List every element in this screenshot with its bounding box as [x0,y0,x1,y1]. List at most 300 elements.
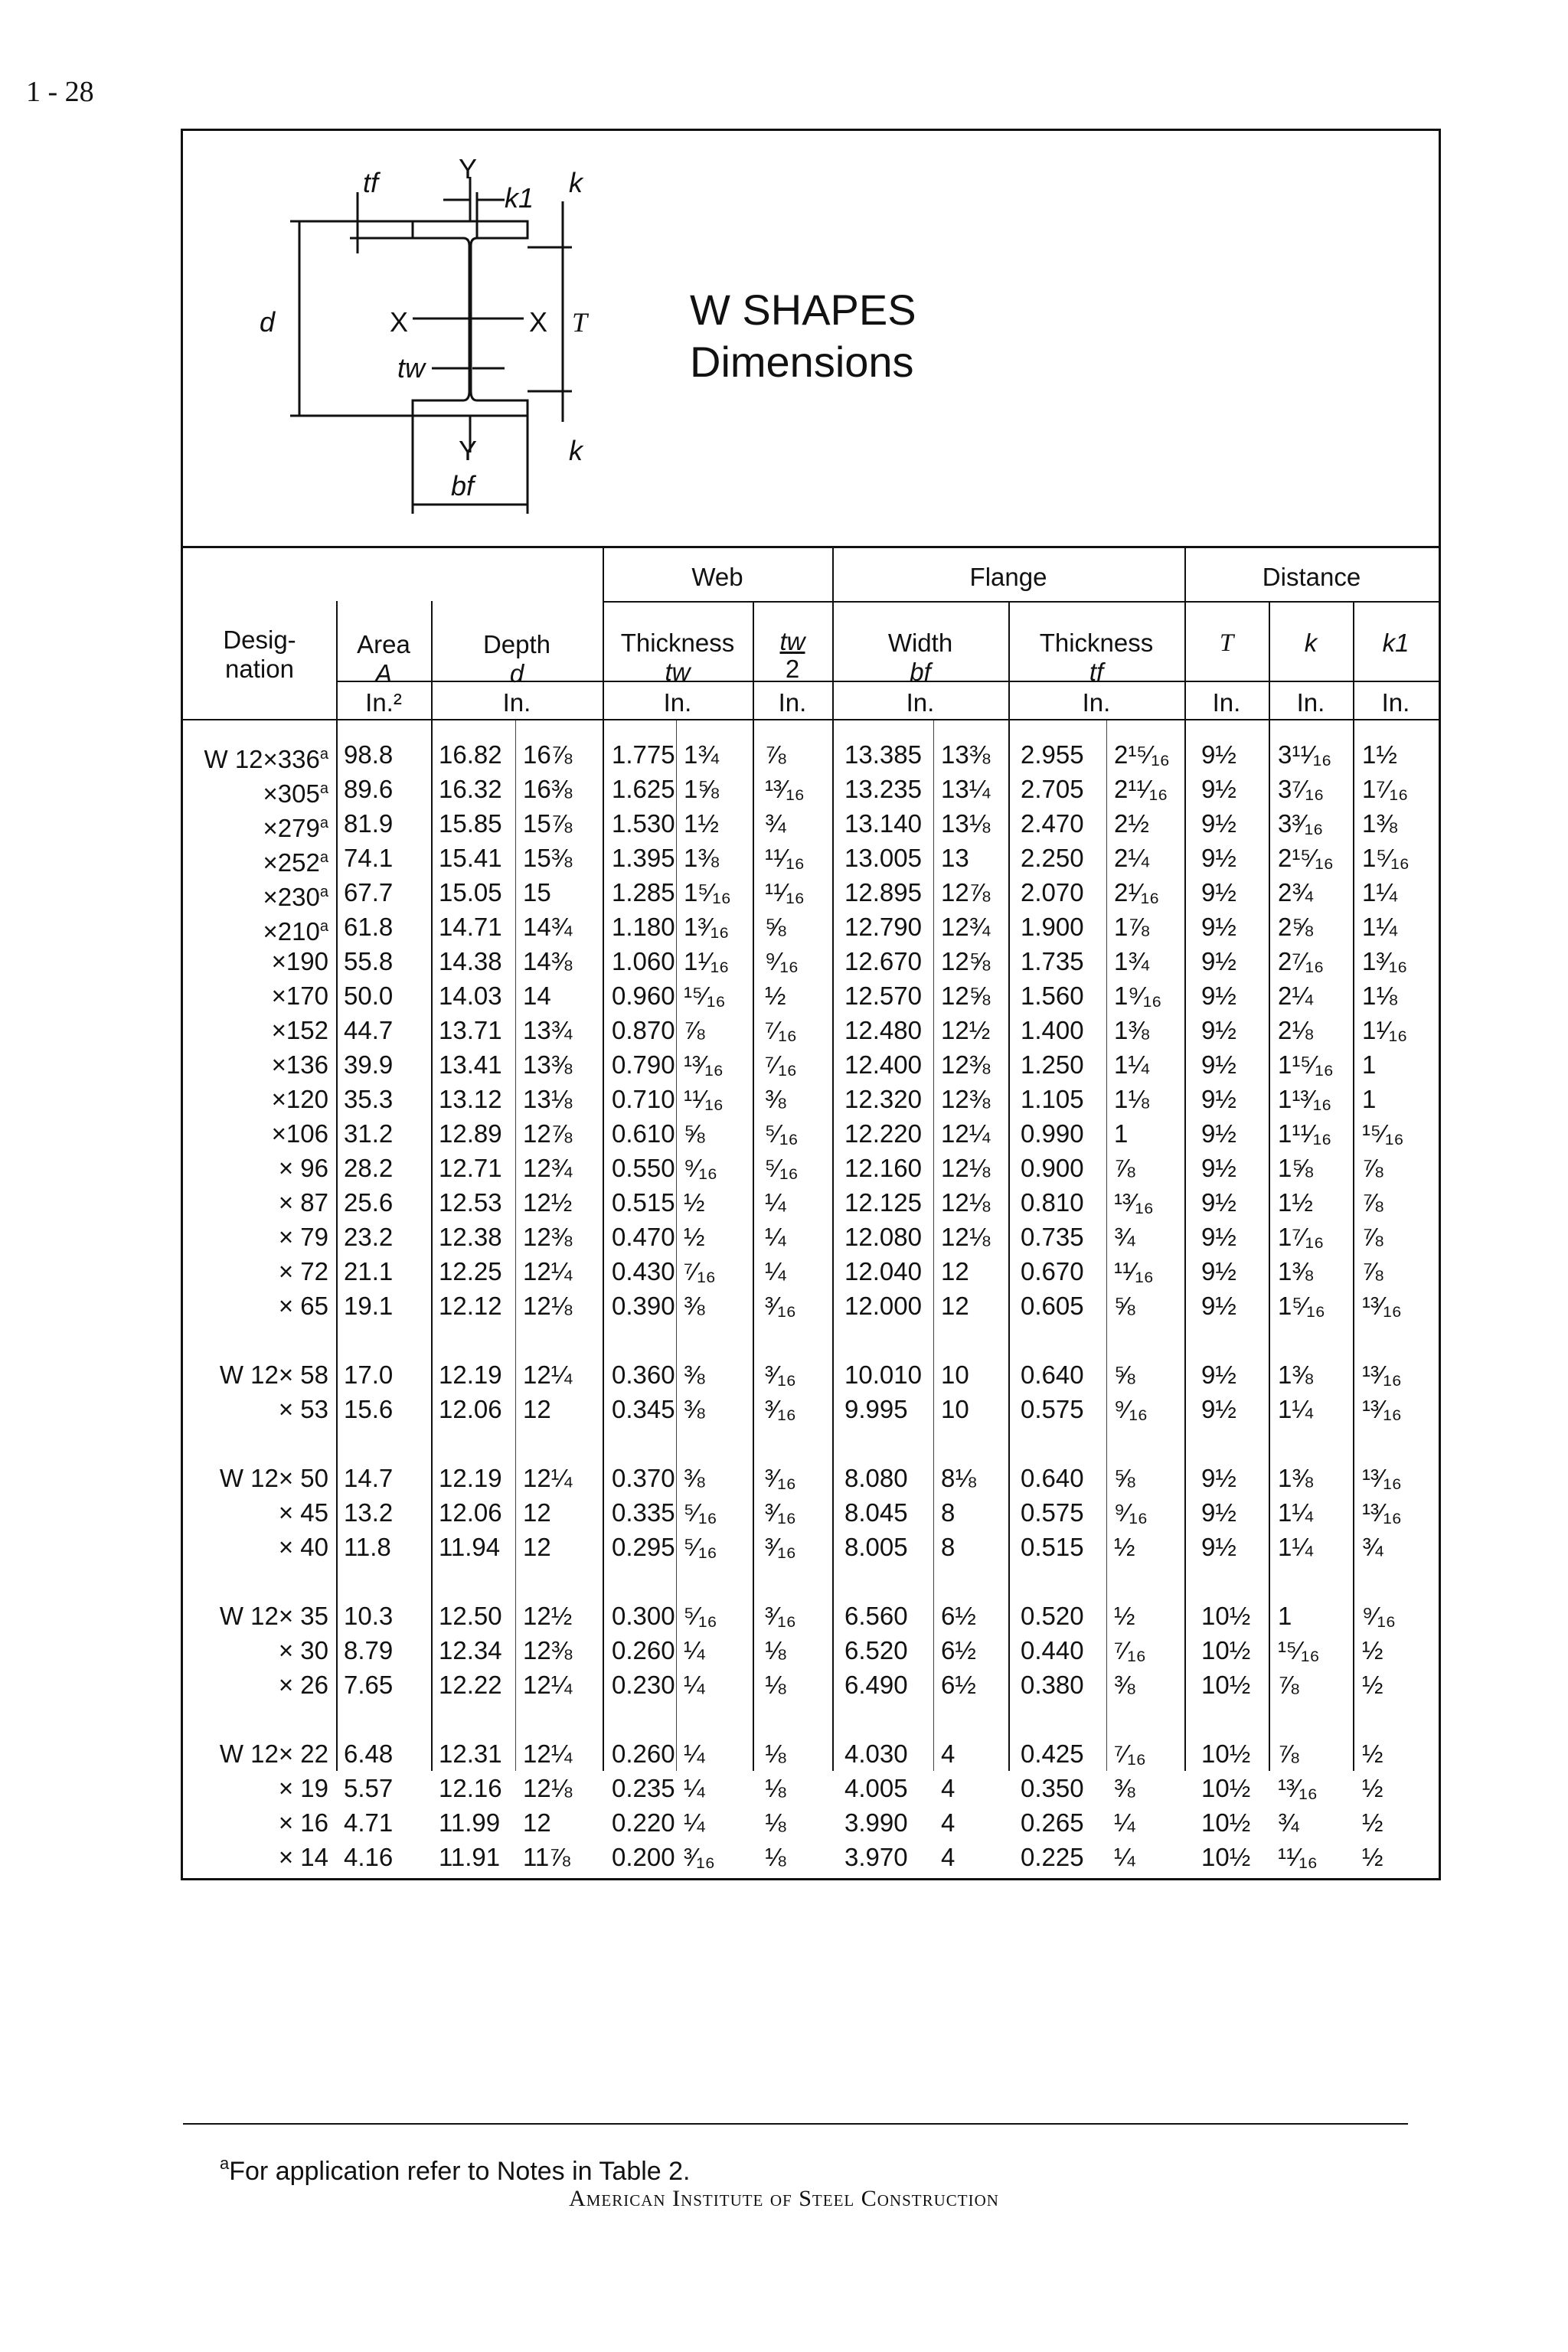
value-cell-df: 12 [523,1808,551,1837]
title-line-1: W SHAPES [690,286,916,334]
value-cell-k: ¹¹⁄₁₆ [1278,1843,1318,1871]
value-cell-T: 9½ [1201,740,1236,769]
designation-cell: × 79 [278,1223,328,1251]
page-title [690,284,916,388]
value-cell-tff: ⁹⁄₁₆ [1114,1498,1148,1527]
value-cell-bff: 12 [941,1257,969,1285]
value-cell-d: 15.85 [439,809,502,838]
value-cell-d: 12.19 [439,1464,502,1492]
value-cell-tw: 0.200 [612,1843,675,1871]
value-cell-tff: ⁷⁄₁₆ [1114,1636,1146,1664]
value-cell-twf: ⁵⁄₁₆ [684,1533,717,1561]
value-cell-bff: 4 [941,1740,956,1768]
value-cell-k: 2⁷⁄₁₆ [1278,947,1325,975]
value-cell-tf: 2.955 [1021,740,1084,769]
value-cell-k1: ½ [1362,1843,1383,1871]
table-frame [181,129,1441,2186]
value-cell-df: 12¾ [523,1154,573,1182]
value-cell-tf: 1.105 [1021,1085,1084,1113]
value-cell-tw: 0.610 [612,1119,675,1148]
title-box [183,131,1439,548]
value-cell-tw: 0.360 [612,1361,675,1389]
value-cell-tff: ⅝ [1114,1361,1135,1389]
value-cell-tw: 0.260 [612,1636,675,1664]
value-cell-k: ¹⁵⁄₁₆ [1278,1636,1320,1664]
designation-cell: ×136 [271,1050,328,1079]
unit-label: In. [1381,688,1410,717]
value-cell-tw: 1.395 [612,844,675,872]
value-cell-T: 9½ [1201,775,1236,803]
designation-cell: W 12× 50 [219,1464,328,1492]
value-cell-tw2: ³⁄₁₆ [765,1464,796,1492]
value-cell-bff: 12½ [941,1016,991,1044]
value-cell-tw2: ¼ [765,1188,786,1217]
value-cell-df: 12⅜ [523,1636,573,1664]
value-cell-df: 16⅞ [523,740,573,769]
value-cell-bf: 12.895 [844,878,922,906]
value-cell-tf: 0.575 [1021,1395,1084,1423]
value-cell-A: 98.8 [344,740,394,769]
value-cell-k1: ¾ [1362,1533,1383,1561]
designation-cell: ×170 [271,982,328,1010]
designation-cell: ×120 [271,1085,328,1113]
header-flange-width: Width [887,629,953,657]
value-cell-d: 16.82 [439,740,502,769]
designation-cell: × 26 [278,1671,328,1699]
value-cell-k: 1⅜ [1278,1361,1313,1389]
value-cell-bf: 13.140 [844,809,922,838]
value-cell-bff: 12⅛ [941,1223,991,1251]
value-cell-tf: 2.250 [1021,844,1084,872]
value-cell-tw2: ⁷⁄₁₆ [765,1016,797,1044]
value-cell-twf: ¹⁵⁄₁₆ [684,982,726,1010]
value-cell-df: 12⅛ [523,1292,573,1320]
value-cell-bf: 12.480 [844,1016,922,1044]
value-cell-A: 8.79 [344,1636,394,1664]
value-cell-tff: ½ [1114,1602,1135,1630]
value-cell-A: 67.7 [344,878,394,906]
value-cell-k1: ½ [1362,1740,1383,1768]
value-cell-T: 9½ [1201,1292,1236,1320]
value-cell-d: 12.19 [439,1361,502,1389]
footnote-marker: a [319,918,328,935]
value-cell-tf: 1.735 [1021,947,1084,975]
designation-cell: W 12× 58 [219,1361,328,1389]
value-cell-bff: 10 [941,1395,969,1423]
value-cell-tff: ½ [1114,1533,1135,1561]
value-cell-tff: 1⁹⁄₁₆ [1114,982,1162,1010]
value-cell-df: 12¼ [523,1361,573,1389]
header-depth-symbol: d [509,659,524,688]
value-cell-tff: ⅝ [1114,1464,1135,1492]
value-cell-df: 12½ [523,1602,573,1630]
designation-cell: W 12× 35 [219,1602,328,1630]
value-cell-bff: 13⅛ [941,809,991,838]
value-cell-A: 55.8 [344,947,394,975]
value-cell-k: 3⁷⁄₁₆ [1278,775,1325,803]
value-cell-df: 16⅜ [523,775,573,803]
value-cell-bf: 12.125 [844,1188,922,1217]
value-cell-bff: 6½ [941,1636,976,1664]
designation-cell: ×190 [271,947,328,975]
value-cell-tff: 2¹⁵⁄₁₆ [1114,740,1170,769]
value-cell-tw: 0.260 [612,1740,675,1768]
value-cell-k1: ¹³⁄₁₆ [1362,1464,1402,1492]
value-cell-bf: 12.000 [844,1292,922,1320]
unit-label: In. [663,688,692,717]
value-cell-twf: ⅜ [684,1464,705,1492]
value-cell-d: 13.71 [439,1016,502,1044]
value-cell-df: 12⅜ [523,1223,573,1251]
value-cell-k1: ⅞ [1362,1223,1383,1251]
value-cell-bf: 12.320 [844,1085,922,1113]
value-cell-k1: 1¼ [1362,878,1397,906]
value-cell-d: 15.41 [439,844,502,872]
value-cell-T: 9½ [1201,1050,1236,1079]
value-cell-k: ¾ [1278,1808,1299,1837]
value-cell-bf: 13.005 [844,844,922,872]
value-cell-tw: 0.345 [612,1395,675,1423]
value-cell-bff: 12⅛ [941,1154,991,1182]
value-cell-df: 11⅞ [523,1843,570,1871]
value-cell-T: 9½ [1201,1257,1236,1285]
value-cell-tw2: ⅜ [765,1085,786,1113]
header-distance: Distance [1262,563,1361,591]
value-cell-bf: 12.400 [844,1050,922,1079]
value-cell-k: ⅞ [1278,1740,1299,1768]
value-cell-twf: ⅜ [684,1361,705,1389]
value-cell-tw: 1.285 [612,878,675,906]
value-cell-tf: 0.575 [1021,1498,1084,1527]
w-shape-diagram [183,131,688,544]
value-cell-bff: 8 [941,1498,956,1527]
value-cell-tf: 0.380 [1021,1671,1084,1699]
header-flange-thickness: Thickness [1039,629,1154,657]
label-k1: k1 [505,182,534,214]
value-cell-A: 74.1 [344,844,394,872]
value-cell-T: 9½ [1201,1361,1236,1389]
designation-cell: ×106 [271,1119,328,1148]
value-cell-T: 10½ [1201,1808,1251,1837]
designation-cell: × 87 [278,1188,328,1217]
value-cell-tw: 0.230 [612,1671,675,1699]
value-cell-df: 12⅛ [523,1774,573,1802]
value-cell-tf: 0.810 [1021,1188,1084,1217]
value-cell-tff: 1 [1114,1119,1129,1148]
value-cell-T: 9½ [1201,1464,1236,1492]
value-cell-df: 12¼ [523,1257,573,1285]
value-cell-twf: ½ [684,1188,705,1217]
label-d: d [260,306,276,338]
value-cell-twf: ¹¹⁄₁₆ [684,1085,724,1113]
value-cell-T: 10½ [1201,1636,1251,1664]
value-cell-tw2: ⁹⁄₁₆ [765,947,799,975]
value-cell-tw2: ¼ [765,1257,786,1285]
value-cell-tw2: ⁷⁄₁₆ [765,1050,797,1079]
value-cell-tf: 2.070 [1021,878,1084,906]
value-cell-bf: 13.385 [844,740,922,769]
value-cell-d: 12.25 [439,1257,502,1285]
value-cell-df: 12¼ [523,1740,573,1768]
value-cell-tw: 0.235 [612,1774,675,1802]
header-depth: Depth [482,630,551,658]
value-cell-k: 1⁵⁄₁₆ [1278,1292,1325,1320]
designation-cell: $\times 279^a$ [263,814,328,842]
footnote-mark: a [220,2154,230,2173]
value-cell-twf: ⅞ [684,1016,705,1044]
label-tw: tw [397,352,425,384]
designation-cell: × 96 [278,1154,328,1182]
header-tw-half-denominator: 2 [785,655,800,683]
value-cell-k1: 1⅜ [1362,809,1397,838]
value-cell-tw2: ³⁄₁₆ [765,1395,796,1423]
value-cell-twf: ¼ [684,1808,705,1837]
unit-label: In. [1082,688,1111,717]
value-cell-tf: 1.250 [1021,1050,1084,1079]
label-tf: tf [363,167,379,198]
value-cell-T: 9½ [1201,947,1236,975]
label-x-right: X [529,306,548,338]
value-cell-A: 19.1 [344,1292,394,1320]
value-cell-A: 89.6 [344,775,394,803]
value-cell-T: 9½ [1201,1016,1236,1044]
value-cell-tf: 1.400 [1021,1016,1084,1044]
value-cell-T: 9½ [1201,1154,1236,1182]
value-cell-k1: ¹⁵⁄₁₆ [1362,1119,1404,1148]
value-cell-twf: ¼ [684,1671,705,1699]
value-cell-T: 10½ [1201,1774,1251,1802]
value-cell-T: 9½ [1201,809,1236,838]
value-cell-tw: 0.515 [612,1188,675,1217]
value-cell-df: 13¾ [523,1016,573,1044]
footnote-marker: a [319,849,328,866]
value-cell-df: 12 [523,1533,551,1561]
value-cell-k1: 1 [1362,1085,1377,1113]
value-cell-tff: ⁷⁄₁₆ [1114,1740,1146,1768]
designation-cell: $\times 305^a$ [263,779,328,808]
designation-cell: × 30 [278,1636,328,1664]
value-cell-A: 44.7 [344,1016,394,1044]
label-t: T [572,307,588,338]
value-cell-A: 14.7 [344,1464,394,1492]
unit-label: In. [1212,688,1241,717]
value-cell-tf: 0.670 [1021,1257,1084,1285]
header-flange-thickness-symbol: tf [1089,658,1104,686]
value-cell-bf: 12.160 [844,1154,922,1182]
value-cell-d: 12.22 [439,1671,502,1699]
value-cell-k1: ⅞ [1362,1188,1383,1217]
value-cell-tw2: ⅝ [765,913,786,941]
value-cell-df: 14 [523,982,551,1010]
label-y-top: Y [459,153,478,185]
value-cell-bff: 6½ [941,1602,976,1630]
header-k: k [1304,629,1318,657]
footnote [220,2154,691,2187]
value-cell-tff: 2¹¹⁄₁₆ [1114,775,1168,803]
value-cell-bff: 12¾ [941,913,991,941]
value-cell-tf: 0.440 [1021,1636,1084,1664]
designation-cell: × 14 [278,1843,328,1871]
value-cell-twf: 1⅜ [684,844,719,872]
value-cell-A: 21.1 [344,1257,394,1285]
value-cell-tw2: ⅛ [765,1808,786,1837]
header-tw-half-numerator: tw [779,627,805,655]
value-cell-twf: 1¹⁄₁₆ [684,947,730,975]
value-cell-bf: 12.080 [844,1223,922,1251]
value-cell-tff: ⅞ [1114,1154,1135,1182]
value-cell-twf: ½ [684,1223,705,1251]
value-cell-tw: 1.530 [612,809,675,838]
value-cell-tw2: ⅞ [765,740,786,769]
value-cell-bff: 12⅜ [941,1050,991,1079]
value-cell-bf: 3.970 [844,1843,908,1871]
value-cell-d: 14.03 [439,982,502,1010]
value-cell-k: 1⅝ [1278,1154,1313,1182]
header-web-thickness-symbol: tw [665,658,691,686]
value-cell-bf: 10.010 [844,1361,922,1389]
value-cell-tf: 0.605 [1021,1292,1084,1320]
value-cell-twf: ³⁄₁₆ [684,1843,715,1871]
value-cell-tff: 1⅞ [1114,913,1149,941]
value-cell-k: ⅞ [1278,1671,1299,1699]
value-cell-k1: 1⁵⁄₁₆ [1362,844,1410,872]
value-cell-d: 11.91 [439,1843,501,1871]
value-cell-k1: ¹³⁄₁₆ [1362,1498,1402,1527]
unit-label: In. [906,688,935,717]
value-cell-tw: 1.180 [612,913,675,941]
value-cell-bff: 13⅜ [941,740,991,769]
value-cell-tw2: ⅛ [765,1843,786,1871]
value-cell-df: 12½ [523,1188,573,1217]
value-cell-tff: 2¼ [1114,844,1149,872]
label-x-left: X [390,306,409,338]
value-cell-d: 12.16 [439,1774,502,1802]
value-cell-tf: 0.265 [1021,1808,1084,1837]
value-cell-df: 14⅜ [523,947,573,975]
value-cell-bff: 12⅝ [941,947,991,975]
value-cell-k1: ½ [1362,1774,1383,1802]
value-cell-bff: 12 [941,1292,969,1320]
value-cell-tw2: ⅛ [765,1671,786,1699]
value-cell-T: 9½ [1201,1395,1236,1423]
value-cell-tf: 0.640 [1021,1361,1084,1389]
value-cell-tff: 2¹⁄₁₆ [1114,878,1160,906]
value-cell-T: 9½ [1201,1119,1236,1148]
value-cell-A: 35.3 [344,1085,394,1113]
value-cell-tf: 0.900 [1021,1154,1084,1182]
header-designation: Desig- nation [223,626,296,683]
value-cell-tf: 0.425 [1021,1740,1084,1768]
designation-cell: × 53 [278,1395,328,1423]
value-cell-A: 39.9 [344,1050,394,1079]
value-cell-d: 14.71 [439,913,502,941]
value-cell-k1: ½ [1362,1808,1383,1837]
value-cell-df: 15⅜ [523,844,573,872]
designation-cell: W $12\times 336^a$ [204,745,328,773]
value-cell-k: 1¹⁵⁄₁₆ [1278,1050,1334,1079]
value-cell-twf: ⁷⁄₁₆ [684,1257,716,1285]
header-t: T [1219,629,1234,657]
value-cell-d: 12.12 [439,1292,502,1320]
value-cell-A: 11.8 [344,1533,391,1561]
value-cell-A: 4.16 [344,1843,394,1871]
designation-cell: × 45 [278,1498,328,1527]
value-cell-A: 50.0 [344,982,394,1010]
value-cell-k: 3¹¹⁄₁₆ [1278,740,1332,769]
value-cell-tf: 0.735 [1021,1223,1084,1251]
value-cell-twf: ¹³⁄₁₆ [684,1050,724,1079]
value-cell-tf: 0.515 [1021,1533,1084,1561]
value-cell-k: 2⅛ [1278,1016,1313,1044]
value-cell-A: 4.71 [344,1808,394,1837]
header-web-thickness: Thickness [620,629,735,657]
designation-cell: × 40 [278,1533,328,1561]
value-cell-bff: 6½ [941,1671,976,1699]
label-y-bottom: Y [459,435,478,466]
value-cell-k: 2¼ [1278,982,1313,1010]
value-cell-bff: 12⅛ [941,1188,991,1217]
value-cell-tw2: ³⁄₁₆ [765,1533,796,1561]
value-cell-bff: 10 [941,1361,969,1389]
value-cell-tw: 0.960 [612,982,675,1010]
value-cell-A: 15.6 [344,1395,394,1423]
value-cell-tff: 1¾ [1114,947,1149,975]
designation-cell: $\times 230^a$ [263,883,328,911]
value-cell-tff: 2½ [1114,809,1149,838]
value-cell-bff: 4 [941,1774,956,1802]
value-cell-bf: 8.005 [844,1533,908,1561]
value-cell-twf: ⁵⁄₁₆ [684,1602,717,1630]
value-cell-tw2: ³⁄₁₆ [765,1361,796,1389]
value-cell-tw2: ³⁄₁₆ [765,1602,796,1630]
designation-cell: × 65 [278,1292,328,1320]
value-cell-A: 6.48 [344,1740,394,1768]
value-cell-df: 12 [523,1395,551,1423]
value-cell-tw2: ½ [765,982,786,1010]
value-cell-k: 1¹¹⁄₁₆ [1278,1119,1332,1148]
value-cell-twf: ⁹⁄₁₆ [684,1154,718,1182]
value-cell-tf: 0.350 [1021,1774,1084,1802]
footnote-marker: a [319,780,328,797]
value-cell-d: 12.34 [439,1636,502,1664]
value-cell-twf: 1⁵⁄₁₆ [684,878,731,906]
value-cell-tw2: ⅛ [765,1774,786,1802]
value-cell-bf: 9.995 [844,1395,908,1423]
value-cell-tw: 0.870 [612,1016,675,1044]
value-cell-k1: 1³⁄₁₆ [1362,947,1408,975]
value-cell-tw: 0.295 [612,1533,675,1561]
header-flange: Flange [969,563,1047,591]
value-cell-k: 1 [1278,1602,1292,1630]
value-cell-tff: ⅜ [1114,1774,1135,1802]
value-cell-A: 81.9 [344,809,394,838]
value-cell-k: 2⅝ [1278,913,1313,941]
label-k-top: k [569,167,583,198]
value-cell-k1: 1 [1362,1050,1377,1079]
value-cell-k: 1⁷⁄₁₆ [1278,1223,1325,1251]
footnote-marker: a [319,815,328,831]
value-cell-k1: ⅞ [1362,1257,1383,1285]
value-cell-df: 13⅜ [523,1050,573,1079]
value-cell-tw: 0.430 [612,1257,675,1285]
value-cell-df: 12¼ [523,1671,573,1699]
value-cell-df: 12⅞ [523,1119,573,1148]
unit-label: In. [778,688,807,717]
value-cell-d: 13.41 [439,1050,502,1079]
value-cell-T: 9½ [1201,982,1236,1010]
designation-cell: × 72 [278,1257,328,1285]
value-cell-k1: 1⅛ [1362,982,1397,1010]
